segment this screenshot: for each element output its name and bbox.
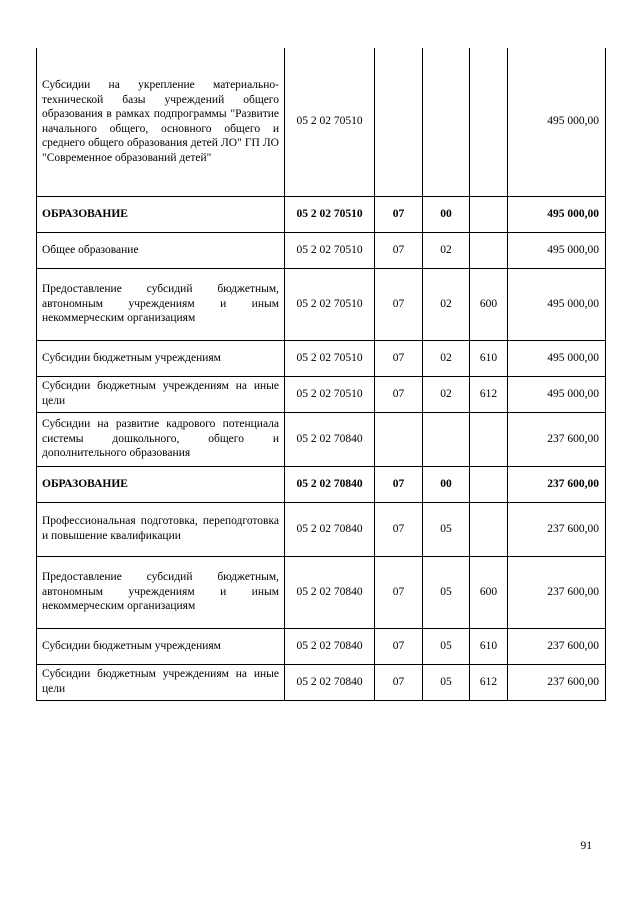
cell-section: 07 <box>375 664 423 700</box>
cell-amount: 495 000,00 <box>508 376 606 412</box>
cell-section: 07 <box>375 502 423 556</box>
cell-subsection: 05 <box>423 664 470 700</box>
cell-section <box>375 412 423 466</box>
cell-name: Субсидии на развитие кадрового потенциала системы дошкольного, общего и дополнительного образования <box>37 412 285 466</box>
cell-subsection: 05 <box>423 502 470 556</box>
budget-table <box>36 48 606 701</box>
table-row <box>37 376 606 412</box>
cell-section: 07 <box>375 376 423 412</box>
cell-subsection: 02 <box>423 268 470 340</box>
cell-section: 07 <box>375 268 423 340</box>
cell-subsection: 02 <box>423 340 470 376</box>
cell-expense-type: 600 <box>470 556 508 628</box>
cell-name: ОБРАЗОВАНИЕ <box>37 466 285 502</box>
cell-section: 07 <box>375 466 423 502</box>
table-row <box>37 268 606 340</box>
cell-code: 05 2 02 70510 <box>285 196 375 232</box>
cell-name: Предоставление субсидий бюджетным, автономным учреждениям и иным некоммерческим организациям <box>37 268 285 340</box>
cell-section: 07 <box>375 628 423 664</box>
cell-section: 07 <box>375 232 423 268</box>
cell-name: Профессиональная подготовка, переподготовка и повышение квалификации <box>37 502 285 556</box>
table-row <box>37 412 606 466</box>
cell-amount: 237 600,00 <box>508 556 606 628</box>
table-row <box>37 556 606 628</box>
cell-expense-type: 610 <box>470 340 508 376</box>
table-row <box>37 628 606 664</box>
table-row <box>37 48 606 196</box>
table-row <box>37 340 606 376</box>
cell-amount: 237 600,00 <box>508 466 606 502</box>
cell-expense-type: 612 <box>470 664 508 700</box>
cell-subsection: 05 <box>423 556 470 628</box>
cell-expense-type <box>470 48 508 196</box>
cell-subsection: 00 <box>423 196 470 232</box>
cell-expense-type: 600 <box>470 268 508 340</box>
cell-name: Субсидии бюджетным учреждениям <box>37 628 285 664</box>
cell-name: Предоставление субсидий бюджетным, автономным учреждениям и иным некоммерческим организациям <box>37 556 285 628</box>
cell-section: 07 <box>375 556 423 628</box>
cell-subsection: 02 <box>423 232 470 268</box>
cell-expense-type <box>470 196 508 232</box>
cell-code: 05 2 02 70840 <box>285 628 375 664</box>
cell-subsection <box>423 48 470 196</box>
cell-amount: 237 600,00 <box>508 502 606 556</box>
table-row <box>37 232 606 268</box>
page-number: 91 <box>580 840 592 852</box>
cell-name: Субсидии бюджетным учреждениям на иные цели <box>37 376 285 412</box>
cell-expense-type: 612 <box>470 376 508 412</box>
cell-subsection: 00 <box>423 466 470 502</box>
cell-subsection: 02 <box>423 376 470 412</box>
cell-expense-type <box>470 466 508 502</box>
cell-name: Общее образование <box>37 232 285 268</box>
cell-name: Субсидии бюджетным учреждениям <box>37 340 285 376</box>
cell-code: 05 2 02 70510 <box>285 48 375 196</box>
cell-expense-type <box>470 232 508 268</box>
cell-section: 07 <box>375 340 423 376</box>
cell-expense-type: 610 <box>470 628 508 664</box>
cell-name: Субсидии бюджетным учреждениям на иные цели <box>37 664 285 700</box>
cell-name: Субсидии на укрепление материально-технической базы учреждений общего образования в рамках подпрограммы "Развитие начального общего, основного общего и среднего общего образования детей ЛО" ГП ЛО "Современное образований детей" <box>37 48 285 196</box>
cell-amount: 237 600,00 <box>508 628 606 664</box>
table-row <box>37 196 606 232</box>
cell-code: 05 2 02 70840 <box>285 412 375 466</box>
cell-section: 07 <box>375 196 423 232</box>
table-row <box>37 664 606 700</box>
budget-table-body <box>37 48 606 700</box>
cell-amount: 495 000,00 <box>508 268 606 340</box>
cell-code: 05 2 02 70840 <box>285 466 375 502</box>
cell-subsection: 05 <box>423 628 470 664</box>
cell-code: 05 2 02 70840 <box>285 502 375 556</box>
table-row <box>37 502 606 556</box>
cell-code: 05 2 02 70840 <box>285 556 375 628</box>
cell-section <box>375 48 423 196</box>
cell-expense-type <box>470 502 508 556</box>
cell-code: 05 2 02 70510 <box>285 376 375 412</box>
cell-code: 05 2 02 70510 <box>285 232 375 268</box>
cell-code: 05 2 02 70510 <box>285 268 375 340</box>
cell-amount: 495 000,00 <box>508 48 606 196</box>
cell-expense-type <box>470 412 508 466</box>
cell-code: 05 2 02 70510 <box>285 340 375 376</box>
cell-amount: 495 000,00 <box>508 340 606 376</box>
cell-amount: 237 600,00 <box>508 664 606 700</box>
table-row <box>37 466 606 502</box>
cell-amount: 237 600,00 <box>508 412 606 466</box>
cell-subsection <box>423 412 470 466</box>
cell-code: 05 2 02 70840 <box>285 664 375 700</box>
cell-amount: 495 000,00 <box>508 232 606 268</box>
cell-name: ОБРАЗОВАНИЕ <box>37 196 285 232</box>
cell-amount: 495 000,00 <box>508 196 606 232</box>
